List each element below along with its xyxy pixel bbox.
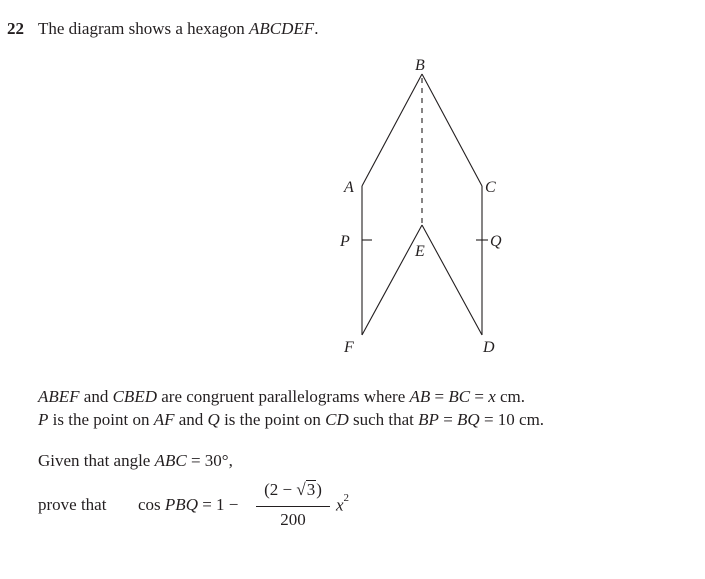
- num-close: ): [316, 480, 322, 499]
- label-a: A: [344, 179, 354, 196]
- question-number: 22: [7, 19, 24, 38]
- text-bq: BQ: [457, 410, 480, 429]
- edge-ef: [362, 225, 422, 335]
- text-q: Q: [207, 410, 220, 429]
- equals-one-minus: = 1 −: [197, 495, 239, 514]
- text-eq3: =: [438, 410, 458, 429]
- text-point-on: is the point on: [48, 410, 154, 429]
- text-point-on-2: is the point on: [219, 410, 326, 429]
- cos-text: cos: [138, 495, 165, 514]
- x-var: x: [336, 495, 344, 515]
- intro-shape: ABCDEF: [249, 19, 315, 38]
- text-given: Given that angle: [38, 451, 155, 470]
- intro-text: The diagram shows a hexagon: [38, 19, 250, 38]
- intro-period: .: [314, 19, 319, 38]
- text-eq2: =: [470, 387, 489, 406]
- text-cbed: CBED: [112, 387, 157, 406]
- text-cd: CD: [325, 410, 349, 429]
- text-bc: BC: [448, 387, 471, 406]
- formula-lhs: [138, 495, 238, 515]
- text-bp: BP: [418, 410, 439, 429]
- label-q: Q: [490, 233, 502, 250]
- text-p: P: [38, 410, 49, 429]
- prove-formula: [38, 480, 438, 540]
- text-such-that: such that: [348, 410, 419, 429]
- text-10cm: = 10 cm.: [479, 410, 545, 429]
- fraction-numerator: [254, 480, 332, 500]
- fraction-denominator: 200: [280, 510, 306, 529]
- text-30deg: = 30°,: [186, 451, 233, 470]
- fraction-bar: [256, 506, 330, 507]
- sqrt-sign: √: [296, 480, 306, 499]
- text-x: x: [488, 387, 496, 406]
- exponent: 2: [343, 492, 350, 504]
- label-p: P: [340, 233, 350, 250]
- angle-pbq: PBQ: [164, 495, 198, 514]
- text-abc: ABC: [154, 451, 187, 470]
- label-e: E: [415, 243, 425, 260]
- text-abef: ABEF: [38, 387, 80, 406]
- statement-line-3: [38, 450, 233, 472]
- text-congruent: are congruent parallelograms where: [156, 387, 410, 406]
- statement-line-1: [38, 386, 525, 408]
- text-eq1: =: [430, 387, 449, 406]
- radicand: 3: [306, 480, 316, 499]
- statement-line-2: [38, 409, 544, 431]
- label-b: B: [415, 57, 425, 74]
- edge-bc: [422, 74, 482, 186]
- text-ab: AB: [409, 387, 431, 406]
- prove-that-text: prove that: [38, 495, 107, 514]
- label-f: F: [344, 339, 354, 356]
- text-af: AF: [153, 410, 175, 429]
- diagram-lines: [362, 74, 488, 335]
- x-squared: [336, 492, 350, 516]
- edge-de: [422, 225, 482, 335]
- label-d: D: [483, 339, 495, 356]
- text-cm: cm.: [495, 387, 526, 406]
- num-open: (2 −: [264, 480, 297, 499]
- text-and: and: [79, 387, 113, 406]
- text-and-2: and: [174, 410, 208, 429]
- edge-ab: [362, 74, 422, 186]
- label-c: C: [485, 179, 496, 196]
